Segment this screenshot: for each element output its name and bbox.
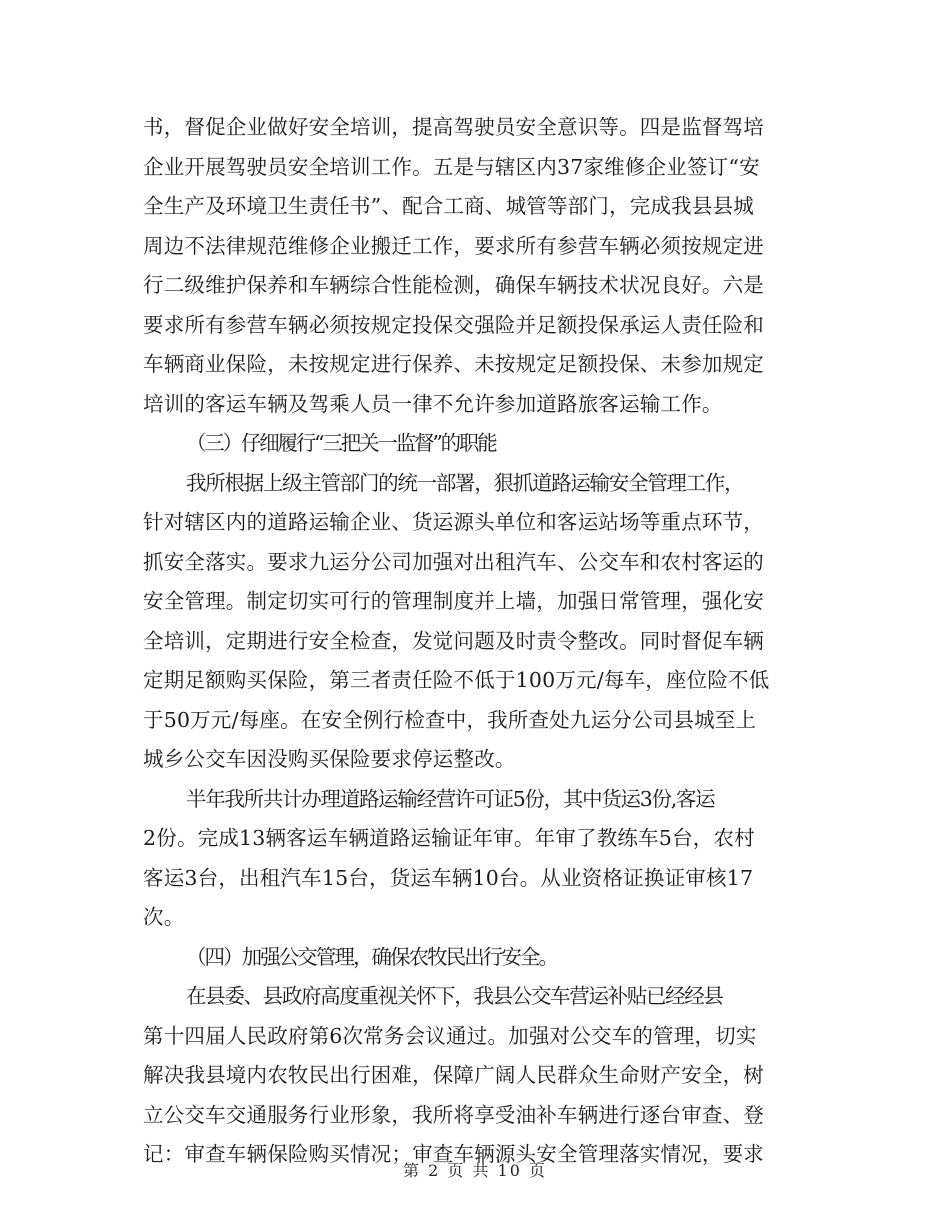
- text-line: 行二级维护保养和车辆综合性能检测，确保车辆技术状况良好。六是: [143, 273, 764, 297]
- text-line: 立公交车交通服务行业形象，我所将享受油补车辆进行逐台审查、登: [143, 1102, 764, 1127]
- text-line: 次。: [143, 905, 185, 929]
- text-line: 记：审查车辆保险购买情况；审查车辆源头安全管理落实情况，要求: [143, 1142, 764, 1166]
- text-line: 2份。完成13辆客运车辆道路运输证年审。年审了教练车5台，农村: [143, 826, 755, 850]
- text-line: （四）加强公交管理，确保农牧民出行安全。: [186, 944, 557, 969]
- text-line: 客运3台，出租汽车15台，货运车辆10台。从业资格证换证审核17: [143, 865, 754, 890]
- text-line: 我所根据上级主管部门的统一部署，狠抓道路运输安全管理工作，: [186, 470, 744, 495]
- text-line: 城乡公交车因没购买保险要求停运整改。: [143, 747, 516, 771]
- text-line: 企业开展驾驶员安全培训工作。五是与辖区内37家维修企业签订“安: [143, 154, 760, 179]
- text-line: 第十四届人民政府第6次常务会议通过。加强对公交车的管理，切实: [143, 1023, 757, 1048]
- text-line: 书，督促企业做好安全培训，提高驾驶员安全意识等。四是监督驾培: [143, 115, 764, 139]
- text-line: 车辆商业保险，未按规定进行保养、未按规定足额投保、未参加规定: [143, 352, 764, 376]
- page-footer: 第 2 页 共 10 页: [403, 1161, 547, 1180]
- text-line: 解决我县境内农牧民出行困难，保障广阔人民群众生命财产安全，树: [143, 1063, 764, 1087]
- text-line: 要求所有参营车辆必须按规定投保交强险并足额投保承运人责任险和: [143, 312, 764, 337]
- text-line: 周边不法律规范维修企业搬迁工作，要求所有参营车辆必须按规定进: [143, 233, 764, 258]
- text-line: 定期足额购买保险，第三者责任险不低于100万元/每车，座位险不低: [143, 668, 770, 692]
- text-line: 针对辖区内的道路运输企业、货运源头单位和客运站场等重点环节，: [143, 510, 764, 534]
- text-line: 培训的客运车辆及驾乘人员一律不允许参加道路旅客运输工作。: [143, 391, 723, 416]
- text-line: 半年我所共计办理道路运输经营许可证5份，其中货运3份,客运: [186, 786, 715, 811]
- text-line: 全生产及环境卫生责任书”、配合工商、城管等部门，完成我县县城: [143, 194, 754, 218]
- text-line: （三）仔细履行“三把关一监督”的职能: [186, 431, 496, 455]
- text-line: 全培训，定期进行安全检查，发觉问题及时责令整改。同时督促车辆: [143, 628, 764, 653]
- text-line: 抓安全落实。要求九运分公司加强对出租汽车、公交车和农村客运的: [143, 549, 764, 574]
- text-line: 安全管理。制定切实可行的管理制度并上墙，加强日常管理，强化安: [143, 589, 764, 613]
- text-line: 于50万元/每座。在安全例行检查中，我所查处九运分公司县城至上: [143, 707, 757, 732]
- document-body: [143, 108, 805, 1175]
- text-line: 在县委、县政府高度重视关怀下，我县公交车营运补贴已经经县: [186, 984, 723, 1008]
